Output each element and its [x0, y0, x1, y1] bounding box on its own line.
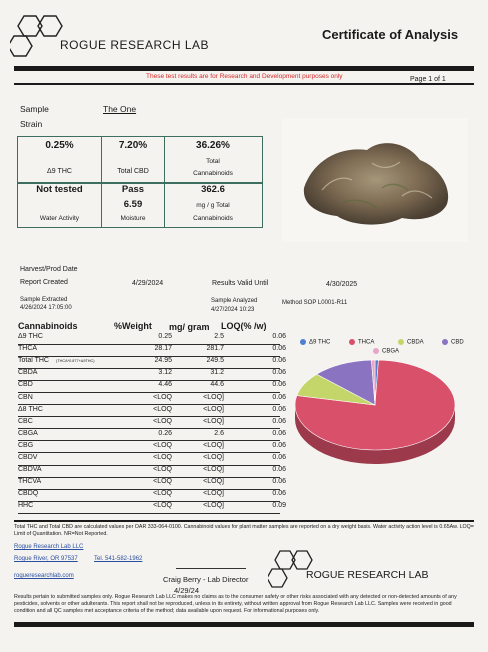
table-end-rule	[14, 520, 474, 522]
method-sop: Method SOP L0001-R11	[282, 300, 348, 306]
mg-per-gram: <LOQ]	[203, 466, 224, 474]
loq-value: 0.06	[272, 369, 286, 377]
legend-label: CBGA	[382, 348, 400, 355]
lab-director: Craig Berry - Lab Director	[163, 575, 249, 584]
percent-weight: <LOQ	[153, 478, 172, 486]
mg-per-gram: 31.2	[210, 369, 224, 377]
cannabinoid-name: CBDA	[18, 369, 38, 377]
header-rule	[14, 66, 474, 71]
table-header-cannabinoids: Cannabinoids	[18, 321, 78, 331]
legend-label: Δ9 THC	[309, 339, 331, 346]
loq-value: 0.06	[272, 454, 286, 461]
loq-value: 0.06	[272, 490, 286, 498]
percent-weight: <LOQ	[153, 466, 172, 474]
mg-per-gram-label: mg / g Total	[196, 202, 230, 209]
report-created-value: 4/29/2024	[132, 280, 164, 287]
loq-value: 0.06	[272, 466, 286, 474]
results-valid-value: 4/30/2025	[326, 281, 358, 288]
mg-per-gram-value: 362.6	[201, 184, 225, 195]
sample-label: Sample	[20, 104, 49, 114]
percent-weight: 28.17	[154, 345, 172, 353]
legend-label: CBDA	[407, 339, 424, 346]
cannabinoid-name: Δ9 THC	[18, 333, 43, 340]
cannabinoid-name: CBC	[18, 417, 33, 425]
lab-phone-link[interactable]: Tel. 541-582-1962	[94, 556, 143, 562]
company-name: ROGUE RESEARCH LAB	[60, 38, 210, 52]
cannabinoid-name: CBDV	[18, 454, 38, 461]
legend-swatch	[349, 339, 355, 345]
percent-weight: 4.46	[158, 381, 172, 389]
strain-label: Strain	[20, 119, 43, 129]
table-row	[18, 502, 286, 514]
mg-per-gram-label-2: Cannabinoids	[193, 215, 233, 222]
cannabinoid-pie-chart	[290, 350, 460, 480]
table-header-loq: LOQ(% /w)	[221, 321, 267, 331]
table-row	[18, 381, 286, 393]
sample-name[interactable]: The One	[103, 104, 137, 114]
percent-weight: <LOQ	[153, 417, 172, 425]
legend-item	[300, 339, 330, 346]
percent-weight: <LOQ	[153, 502, 172, 510]
legend-swatch	[398, 339, 404, 345]
signature-date: 4/29/24	[174, 586, 200, 595]
mg-per-gram: 2.5	[214, 333, 224, 340]
legend-label: CBD	[451, 339, 464, 346]
percent-weight: 3.12	[158, 369, 172, 377]
table-row	[18, 454, 286, 466]
table-header-mg-gram: mg/ gram	[169, 322, 210, 332]
loq-value: 0.06	[272, 381, 286, 389]
disclaimer: Results pertain to submitted samples only. Rogue Research Lab LLC makes no claims as to the consumer safety or other risks associated with any detected or non-detected amounts of any pesticides, solvents or other adulterants. This report shall not be reproduced, unless in its entirety, without written approval from Rogue Research Lab LLC. Samples were received in good condition and all QC samples met acceptance criteria of the method; data available upon request. For informational purposes only.	[14, 594, 457, 614]
report-created-label: Report Created	[20, 279, 68, 286]
percent-weight: <LOQ	[153, 454, 172, 461]
footer-company-name: ROGUE RESEARCH LAB	[306, 569, 429, 581]
table-row	[18, 333, 286, 345]
mg-per-gram: 44.6	[210, 381, 224, 389]
table-row	[18, 405, 286, 418]
legend-item	[349, 339, 374, 346]
loq-value: 0.06	[272, 333, 286, 340]
lab-address-link[interactable]: Rogue River, OR 97537	[14, 556, 78, 562]
sample-analyzed-label: Sample Analyzed	[211, 298, 258, 304]
legend-swatch	[300, 339, 306, 345]
table-row	[18, 466, 286, 478]
cannabinoid-name: CBD	[18, 381, 33, 389]
table-row	[18, 490, 286, 502]
page-number: Page 1 of 1	[410, 76, 446, 83]
cannabinoids-label: Cannabinoids	[193, 170, 233, 177]
loq-value: 0.06	[272, 429, 286, 437]
mg-per-gram: <LOQ]	[203, 502, 224, 510]
document-title: Certificate of Analysis	[322, 27, 459, 42]
notice-rule	[14, 83, 474, 85]
loq-value: 0.06	[272, 357, 286, 365]
mg-per-gram: <LOQ]	[203, 490, 224, 498]
mg-per-gram: <LOQ]	[203, 417, 224, 425]
loq-value: 0.06	[272, 441, 286, 449]
cannabinoid-name: CBDVA	[18, 466, 42, 474]
legend-swatch	[442, 339, 448, 345]
legend-item	[442, 339, 464, 346]
loq-value: 0.06	[272, 345, 286, 353]
percent-weight: <LOQ	[153, 405, 172, 413]
sample-extracted-label: Sample Extracted	[20, 297, 68, 303]
footer-rule	[14, 622, 474, 627]
table-row	[18, 345, 286, 357]
mg-per-gram: <LOQ]	[203, 393, 224, 401]
percent-weight: <LOQ	[153, 490, 172, 498]
results-valid-label: Results Valid Until	[212, 280, 269, 287]
percent-weight: 0.25	[158, 333, 172, 340]
cannabinoid-name: CBGA	[18, 429, 38, 437]
lab-website-link[interactable]: rogueresearchlab.com	[14, 573, 74, 579]
loq-value: 0.06	[272, 417, 286, 425]
sample-analyzed-value: 4/27/2024 10:23	[211, 307, 255, 313]
rd-notice: These test results are for Research and Development purposes only	[146, 73, 343, 80]
calculation-note: Total THC and Total CBD are calculated values per OAR 333-064-0100. Cannabinoid values for plant matter samples are reported on a dry weight basis. Water activity action level is 0.65Aw. LOQ= Limit of Quantitation. NR=Not Reported.	[14, 524, 474, 537]
water-activity-label: Water Activity	[39, 215, 80, 222]
total-cbd-percent: 7.20%	[118, 140, 148, 151]
loq-value: 0.06	[272, 478, 286, 486]
cannabinoid-name: THCVA	[18, 478, 42, 486]
table-row	[18, 441, 286, 454]
loq-value: 0.06	[272, 393, 286, 401]
table-row	[18, 393, 286, 406]
table-row	[18, 429, 286, 442]
percent-weight: <LOQ	[153, 393, 172, 401]
table-row	[18, 417, 286, 430]
cannabinoid-name: Δ8 THC	[18, 405, 43, 413]
cannabinoid-name: THCA	[18, 345, 38, 353]
cannabinoid-name: CBG	[18, 441, 34, 449]
legend-label: THCA	[358, 339, 375, 346]
mg-per-gram: <LOQ]	[203, 441, 224, 449]
total-cbd-label: Total CBD	[117, 168, 149, 175]
signature-line	[176, 568, 246, 569]
mg-per-gram: 249.5	[206, 357, 224, 365]
cannabinoid-name: CBDQ	[18, 490, 39, 498]
percent-weight: 24.95	[154, 357, 172, 365]
total-cannabinoids-percent: 36.26%	[196, 140, 230, 151]
mg-per-gram: 281.7	[206, 345, 224, 353]
cannabinoid-name: Total THC	[18, 357, 49, 365]
table-row	[18, 369, 286, 381]
water-activity-value: Not tested	[36, 184, 83, 195]
sample-photo	[282, 118, 468, 242]
legend-item	[398, 339, 424, 346]
loq-value: 0.09	[272, 502, 286, 510]
table-header-weight: %Weight	[114, 321, 152, 331]
percent-weight: <LOQ	[153, 441, 172, 449]
mg-per-gram: <LOQ]	[203, 454, 224, 461]
cannabinoid-name: CBN	[18, 393, 33, 401]
table-row	[18, 478, 286, 490]
formula-note: (THCA*0.877+Δ9THC)	[56, 359, 95, 364]
loq-value: 0.06	[272, 405, 286, 413]
total-label: Total	[206, 158, 220, 165]
moisture-pass: Pass	[121, 184, 145, 195]
table-row	[18, 357, 286, 369]
lab-name-link[interactable]: Rogue Research Lab LLC	[14, 544, 84, 550]
moisture-value: 6.59	[123, 199, 143, 210]
mg-per-gram: <LOQ]	[203, 405, 224, 413]
d9thc-percent: 0.25%	[45, 140, 74, 151]
harvest-date-label: Harvest/Prod Date	[20, 266, 78, 273]
mg-per-gram: <LOQ]	[203, 478, 224, 486]
d9thc-label: Δ9 THC	[47, 168, 72, 175]
sample-extracted-value: 4/26/2024 17:05:00	[20, 305, 72, 311]
cannabinoid-name: HHC	[18, 502, 34, 510]
percent-weight: 0.26	[158, 429, 172, 437]
moisture-label: Moisture	[120, 215, 146, 222]
mg-per-gram: 2.6	[214, 429, 224, 437]
